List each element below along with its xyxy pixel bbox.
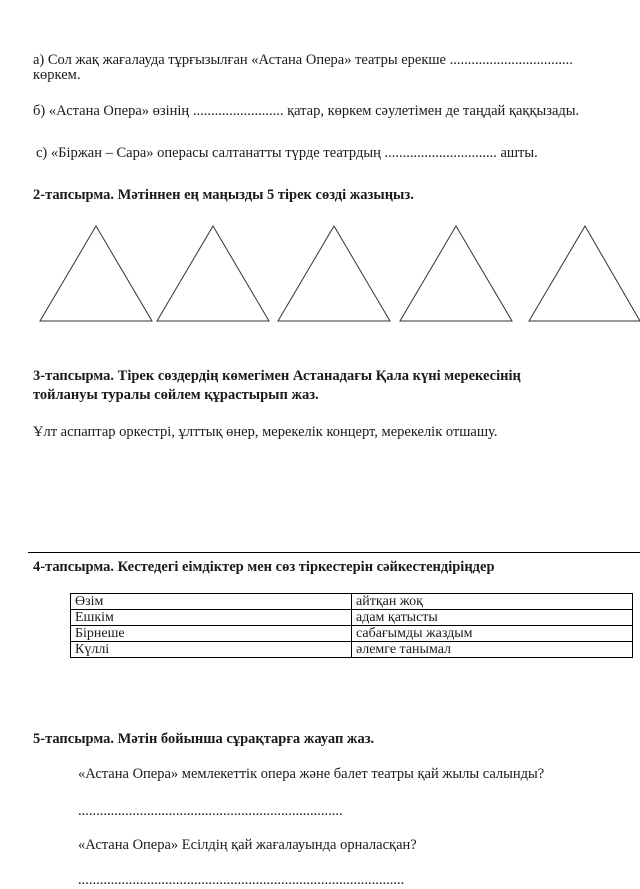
task5-question-2: «Астана Опера» Есілдің қай жағалауында орналасқан? bbox=[78, 837, 417, 853]
task1-a-line bbox=[33, 52, 573, 69]
table-row bbox=[71, 626, 633, 642]
triangle-shape-5[interactable] bbox=[529, 226, 640, 321]
triangle-shape-2[interactable] bbox=[157, 226, 269, 321]
triangle-answer-row bbox=[0, 218, 640, 326]
task3-title-line2: тойлануы туралы сөйлем құрастырып жаз. bbox=[33, 387, 319, 403]
task1-b-line bbox=[33, 103, 579, 120]
table-row bbox=[71, 642, 633, 658]
table-cell-phrase: әлемге танымал bbox=[352, 642, 633, 658]
task1-a-blank[interactable]: .................................. bbox=[449, 52, 573, 68]
task1-b-blank[interactable]: ......................... bbox=[192, 103, 284, 119]
table-cell-phrase: айтқан жоқ bbox=[352, 594, 633, 610]
task1-a-continuation: көркем. bbox=[33, 67, 81, 83]
table-cell-pronoun: Ешкім bbox=[71, 610, 352, 626]
table-cell-pronoun: Бірнеше bbox=[71, 626, 352, 642]
matching-table bbox=[70, 593, 633, 658]
task1-b-after: қатар, көркем сәулетімен де таңдай қаққызады. bbox=[287, 103, 580, 119]
triangle-shape-3[interactable] bbox=[278, 226, 390, 321]
task1-c-text: с) «Біржан – Сара» операсы салтанатты түрде театрдың bbox=[36, 145, 381, 161]
task5-title: 5-тапсырма. Мәтін бойынша сұрақтарға жауап жаз. bbox=[33, 731, 375, 747]
task5-answer-1-blank[interactable]: ......................................................................... bbox=[78, 803, 343, 819]
task3-title-line1: 3-тапсырма. Тірек сөздердің көмегімен Астанадағы Қала күні мерекесінің bbox=[33, 368, 521, 384]
table-cell-pronoun: Өзім bbox=[71, 594, 352, 610]
task3-keywords: Ұлт аспаптар оркестрі, ұлттық өнер, мерекелік концерт, мерекелік отшашу. bbox=[33, 424, 498, 440]
section-divider bbox=[28, 552, 640, 553]
triangle-shape-1[interactable] bbox=[40, 226, 152, 321]
task1-b-text: б) «Астана Опера» өзінің bbox=[33, 103, 190, 119]
triangle-shape-4[interactable] bbox=[400, 226, 512, 321]
task1-c-line bbox=[36, 145, 538, 162]
table-row bbox=[71, 610, 633, 626]
task5-answer-2-blank[interactable]: .......................................................................................... bbox=[78, 872, 405, 888]
task4-title: 4-тапсырма. Кестедегі еімдіктер мен сөз тіркестерін сәйкестендіріңдер bbox=[33, 559, 495, 575]
task1-c-after: ашты. bbox=[500, 145, 538, 161]
table-cell-phrase: сабағымды жаздым bbox=[352, 626, 633, 642]
task2-title: 2-тапсырма. Мәтіннен ең маңызды 5 тірек сөзді жазыңыз. bbox=[33, 187, 414, 203]
task1-c-blank[interactable]: ............................... bbox=[384, 145, 497, 161]
task5-question-1: «Астана Опера» мемлекеттік опера және балет театры қай жылы салынды? bbox=[78, 766, 545, 782]
table-row bbox=[71, 594, 633, 610]
table-cell-pronoun: Күллі bbox=[71, 642, 352, 658]
task1-a-text: а) Сол жақ жағалауда тұрғызылған «Астана Опера» театры ерекше bbox=[33, 52, 446, 68]
table-cell-phrase: адам қатысты bbox=[352, 610, 633, 626]
